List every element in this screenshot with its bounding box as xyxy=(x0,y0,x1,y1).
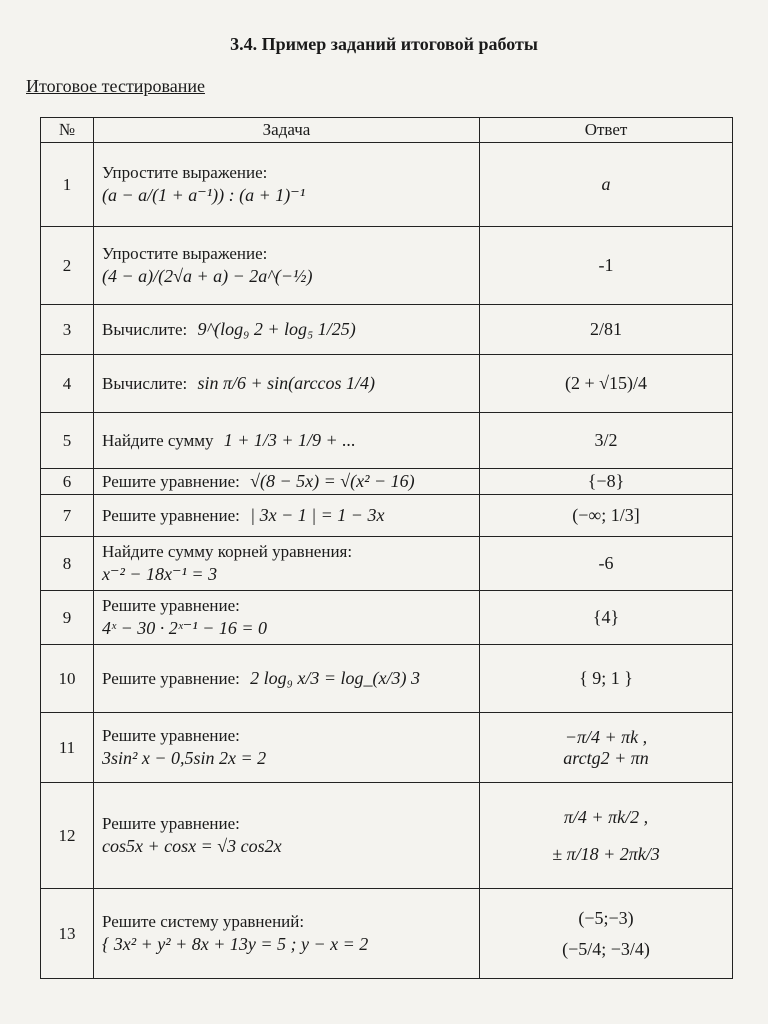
task-cell xyxy=(94,713,480,783)
answer-value: (−∞; 1/3] xyxy=(572,505,640,525)
answer-cell xyxy=(480,495,733,537)
row-number: 3 xyxy=(41,305,94,355)
task-cell xyxy=(94,413,480,469)
row-number: 9 xyxy=(41,591,94,645)
table-header-row xyxy=(41,118,733,143)
task-cell xyxy=(94,469,480,495)
answer-cell xyxy=(480,143,733,227)
row-number: 5 xyxy=(41,413,94,469)
table-row xyxy=(41,889,733,979)
task-cell xyxy=(94,537,480,591)
answer-cell xyxy=(480,591,733,645)
task-instruction: Вычислите: xyxy=(102,320,188,340)
task-instruction: Найдите сумму xyxy=(102,431,214,451)
table-row xyxy=(41,537,733,591)
answer-cell xyxy=(480,645,733,713)
task-instruction: Упростите выражение: xyxy=(102,162,268,182)
task-cell xyxy=(94,889,480,979)
task-expression: { 3x² + y² + 8x + 13y = 5 ; y − x = 2 xyxy=(102,934,369,955)
task-expression: (a − a/(1 + a⁻¹)) : (a + 1)⁻¹ xyxy=(102,185,306,206)
answer-value: 2/81 xyxy=(589,319,622,339)
answer-line: −π/4 + πk , xyxy=(564,726,648,747)
table-row xyxy=(41,305,733,355)
table-row xyxy=(41,591,733,645)
task-instruction: Найдите сумму корней уравнения: xyxy=(102,541,353,561)
tasks-table xyxy=(40,117,733,979)
task-cell xyxy=(94,783,480,889)
row-number: 1 xyxy=(41,143,94,227)
answer-cell xyxy=(480,713,733,783)
task-instruction: Решите уравнение: xyxy=(102,669,240,689)
task-expression: √(8 − 5x) = √(x² − 16) xyxy=(250,471,415,492)
answer-cell xyxy=(480,413,733,469)
task-expression: cos5x + cosx = √3 cos2x xyxy=(102,836,282,857)
task-instruction: Решите уравнение: xyxy=(102,725,240,745)
answer-cell xyxy=(480,355,733,413)
row-number: 13 xyxy=(41,889,94,979)
header-answer: Ответ xyxy=(480,118,733,143)
answer-line: (−5;−3) xyxy=(578,907,634,928)
section-subtitle: Итоговое тестирование xyxy=(26,76,205,96)
task-expression: 3sin² x − 0,5sin 2x = 2 xyxy=(102,748,267,769)
answer-line: π/4 + πk/2 , xyxy=(563,806,649,827)
answer-value: -6 xyxy=(598,553,614,573)
task-expression: 9^(log₉ 2 + log₅ 1/25) xyxy=(197,319,356,340)
task-cell xyxy=(94,645,480,713)
task-expression: x⁻² − 18x⁻¹ = 3 xyxy=(102,564,218,585)
row-number: 4 xyxy=(41,355,94,413)
answer-value: (2 + √15)/4 xyxy=(564,373,648,393)
table-row xyxy=(41,713,733,783)
page-title: 3.4. Пример заданий итоговой работы xyxy=(230,34,538,54)
answer-cell xyxy=(480,469,733,495)
answer-cell xyxy=(480,889,733,979)
table-row xyxy=(41,783,733,889)
header-task: Задача xyxy=(94,118,480,143)
answer-line: ± π/18 + 2πk/3 xyxy=(552,843,660,864)
task-instruction: Решите уравнение: xyxy=(102,506,240,526)
answer-cell xyxy=(480,227,733,305)
row-number: 7 xyxy=(41,495,94,537)
task-instruction: Решите уравнение: xyxy=(102,595,240,615)
table-row xyxy=(41,645,733,713)
row-number: 12 xyxy=(41,783,94,889)
task-cell xyxy=(94,305,480,355)
answer-value: 3/2 xyxy=(594,430,618,450)
row-number: 8 xyxy=(41,537,94,591)
table-row xyxy=(41,469,733,495)
task-instruction: Решите уравнение: xyxy=(102,813,240,833)
answer-value: { 9; 1 } xyxy=(579,668,633,688)
task-expression: sin π/6 + sin(arccos 1/4) xyxy=(197,373,375,394)
task-instruction: Вычислите: xyxy=(102,374,188,394)
task-instruction: Решите уравнение: xyxy=(102,472,240,492)
task-expression: 4ˣ − 30 · 2ˣ⁻¹ − 16 = 0 xyxy=(102,618,267,639)
row-number: 2 xyxy=(41,227,94,305)
answer-line: (−5/4; −3/4) xyxy=(562,938,650,959)
task-cell xyxy=(94,227,480,305)
task-instruction: Упростите выражение: xyxy=(102,243,268,263)
task-expression: (4 − a)/(2√a + a) − 2a^(−½) xyxy=(102,266,313,287)
task-cell xyxy=(94,143,480,227)
table-row xyxy=(41,495,733,537)
task-cell xyxy=(94,591,480,645)
table-row xyxy=(41,143,733,227)
row-number: 11 xyxy=(41,713,94,783)
task-expression: 1 + 1/3 + 1/9 + ... xyxy=(223,430,356,451)
table-row xyxy=(41,413,733,469)
table-row xyxy=(41,227,733,305)
answer-value: {4} xyxy=(592,607,620,627)
header-num: № xyxy=(41,118,94,143)
answer-value: -1 xyxy=(598,255,614,275)
row-number: 10 xyxy=(41,645,94,713)
task-cell xyxy=(94,495,480,537)
task-expression: 2 log₉ x/3 = log_(x/3) 3 xyxy=(250,668,420,689)
answer-cell xyxy=(480,537,733,591)
answer-cell xyxy=(480,305,733,355)
table-row xyxy=(41,355,733,413)
answer-value: {−8} xyxy=(587,471,625,491)
answer-cell xyxy=(480,783,733,889)
task-cell xyxy=(94,355,480,413)
answer-value: a xyxy=(601,174,611,194)
row-number: 6 xyxy=(41,469,94,495)
task-instruction: Решите систему уравнений: xyxy=(102,911,305,931)
task-expression: | 3x − 1 | = 1 − 3x xyxy=(250,505,385,526)
answer-line: arctg2 + πn xyxy=(563,747,649,768)
